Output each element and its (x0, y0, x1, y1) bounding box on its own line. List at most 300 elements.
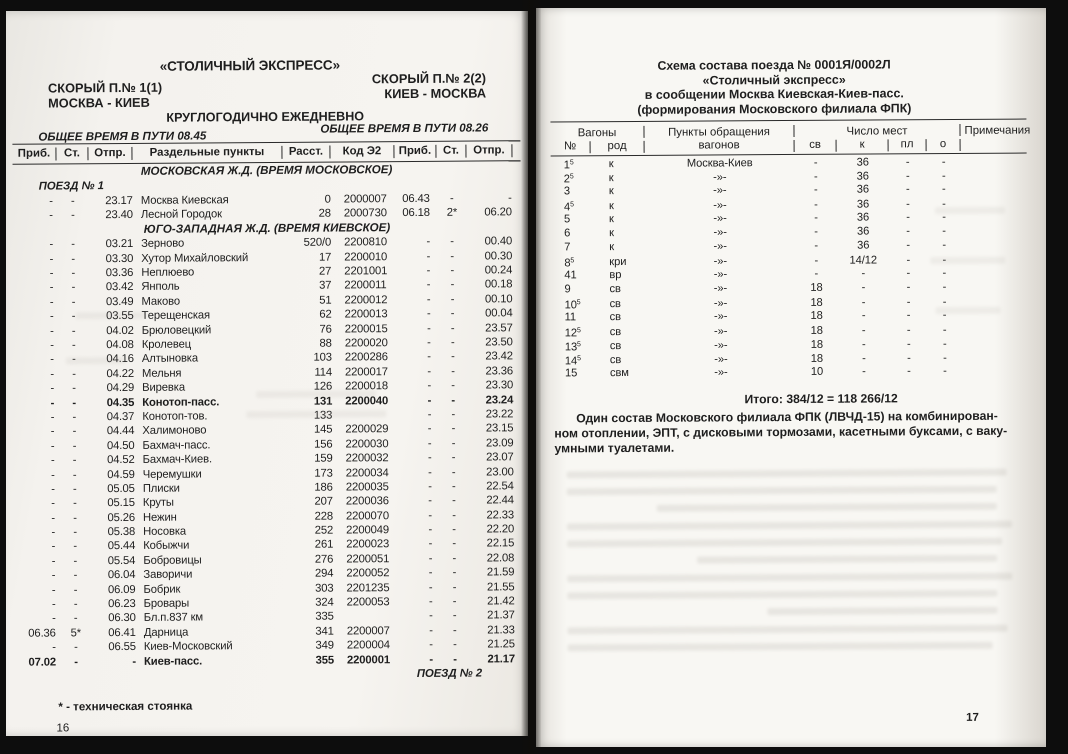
cell-seats-o: - (942, 324, 947, 337)
cell-stop-2: - (451, 351, 455, 364)
cell-station: Хутор Михайловский (141, 251, 249, 265)
cell-departure-1: 05.26 (107, 511, 136, 524)
cell-arrival-2: - (427, 437, 432, 450)
cell-seats-sv: 18 (810, 352, 824, 365)
train1-label: СКОРЫЙ П.№ 1(1) (47, 79, 163, 96)
cell-code: 2200015 (344, 322, 388, 336)
cell-arrival-2: - (426, 264, 431, 277)
cell-stop-2: - (450, 293, 455, 306)
cell-arrival-1: - (51, 512, 56, 525)
cell-distance: 252 (314, 524, 334, 537)
cell-station: Конотоп-пасс. (142, 395, 220, 409)
cell-departure-1: 03.30 (105, 252, 134, 265)
cell-station: Дарница (143, 626, 189, 639)
cell-departure-1: 04.37 (106, 410, 135, 424)
cell-arrival-2: - (428, 595, 433, 608)
cell-arrival-2: - (428, 538, 433, 551)
cell-route: -»- (713, 171, 727, 184)
composition-note-line: Один состав Московского филиала ФПК (ЛВЧД-15) на комбинирован- (576, 408, 998, 426)
cell-stop-1: - (72, 425, 77, 438)
cell-stop-1: - (72, 411, 77, 424)
book-gutter (521, 0, 541, 754)
cell-station: Кобыжчи (143, 540, 190, 553)
cell-seats-o: - (943, 352, 947, 365)
cell-arrival-1: - (50, 425, 55, 438)
cell-code: 2200052 (346, 567, 390, 580)
cell-seats-o: - (942, 225, 946, 238)
cell-departure-2: 00.24 (484, 264, 513, 277)
cell-stop-1: - (73, 598, 78, 611)
cell-stop-1: - (71, 296, 76, 309)
cell-arrival-2: - (428, 581, 433, 594)
cell-station: Конотоп-тов. (142, 410, 208, 423)
cell-departure-1: 05.44 (107, 540, 136, 553)
cell-stop-1: - (72, 454, 77, 467)
cell-arrival-2: - (426, 250, 431, 263)
cell-stop-1: 5* (70, 627, 82, 640)
cell-code: 2200001 (346, 653, 390, 667)
cell-arrival-2: - (427, 336, 431, 349)
cell-departure-2: 23.57 (485, 321, 513, 335)
cell-departure-1: 03.49 (105, 295, 134, 308)
cell-stop-1: - (71, 267, 76, 280)
cell-code: 2200030 (345, 437, 389, 451)
cell-seats-k: 36 (857, 239, 870, 252)
cell-car-type: св (609, 283, 621, 296)
cell-stop-2: - (450, 279, 455, 292)
cell-car-number: 9 (564, 283, 571, 296)
cell-departure-2: 22.15 (486, 537, 515, 550)
cell-car-number: $12^5$ (564, 327, 581, 340)
cell-seats-sv: 18 (810, 309, 823, 322)
cell-seats-k: 14/12 (849, 254, 878, 267)
cell-stop-1: - (72, 483, 77, 496)
cell-route: -»- (713, 310, 728, 323)
timetable-col-header: Отпр. (88, 147, 132, 160)
cell-arrival-2: - (428, 480, 432, 493)
cell-arrival-2: - (426, 236, 431, 249)
cell-arrival-2: - (427, 451, 432, 465)
cell-car-type: вр (609, 269, 622, 282)
cell-seats-k: 36 (856, 156, 869, 169)
cell-seats-o: - (942, 211, 946, 224)
composition-col-header: № (551, 141, 591, 153)
timetable-col-header: Приб. (394, 145, 436, 158)
travel-time-2: ОБЩЕЕ ВРЕМЯ В ПУТИ 08.26 (320, 121, 489, 136)
cell-code: 2200012 (344, 294, 388, 307)
cell-seats-sv: - (814, 211, 818, 224)
cell-stop-1: - (73, 497, 77, 510)
cell-seats-k: 36 (856, 183, 870, 196)
cell-route: -»- (713, 199, 727, 212)
cell-arrival-1: - (51, 555, 56, 568)
cell-stop-2: - (452, 566, 457, 579)
cell-car-number: 41 (564, 269, 577, 282)
cell-departure-2: 23.42 (485, 350, 513, 363)
cell-arrival-2: - (427, 351, 431, 364)
cell-departure-2: 00.40 (484, 235, 513, 248)
cell-departure-1: 03.21 (105, 238, 134, 251)
cell-arrival-1: - (49, 238, 54, 251)
cell-station: Кролевец (141, 338, 192, 351)
cell-departure-2: 21.17 (487, 652, 516, 666)
composition-col-header: вагонов (645, 140, 795, 153)
cell-stop-1: - (74, 655, 78, 668)
cell-stop-2: - (452, 624, 457, 637)
cell-arrival-1: - (50, 440, 55, 453)
cell-seats-sv: - (813, 183, 818, 196)
cell-route: -»- (713, 255, 728, 268)
cell-car-type: к (608, 213, 614, 226)
cell-departure-2: 22.20 (486, 523, 515, 536)
cell-distance: 324 (315, 596, 334, 609)
cell-distance: 159 (314, 452, 333, 465)
cell-departure-1: 04.22 (106, 367, 135, 380)
cell-stop-2: - (453, 653, 457, 666)
cell-seats-o: - (943, 365, 947, 378)
cell-station: Черемушки (142, 467, 202, 481)
composition-col-header (961, 139, 1027, 151)
cell-departure-2: 00.10 (484, 293, 513, 306)
cell-stop-1: - (72, 468, 77, 481)
page-number-left: 16 (56, 722, 70, 735)
cell-stop-2: - (450, 264, 455, 277)
composition-col-header: к (837, 139, 889, 151)
composition-col-header: пл (889, 139, 927, 151)
cell-car-type: св (609, 354, 622, 367)
bleed-through-artifact (76, 312, 146, 319)
cell-car-type: к (609, 227, 614, 240)
cell-departure-2: 23.22 (485, 408, 514, 421)
cell-departure-2: 23.07 (486, 451, 514, 464)
cell-stop-2: - (451, 394, 456, 407)
cell-departure-1: 04.02 (106, 324, 134, 337)
cell-stop-1: - (73, 583, 78, 597)
cell-departure-1: 06.09 (107, 583, 136, 596)
cell-arrival-2: - (427, 423, 432, 436)
cell-stop-1: - (73, 512, 77, 525)
train-number-label: ПОЕЗД № 2 (416, 667, 483, 680)
cell-seats-o: - (941, 156, 946, 169)
cell-station: Носовка (143, 525, 187, 538)
cell-arrival-1: - (49, 194, 53, 208)
cell-seats-o: - (942, 281, 947, 294)
cell-departure-2: 00.30 (484, 249, 513, 263)
cell-stop-1: - (71, 209, 75, 222)
cell-code: 2200018 (345, 380, 389, 393)
cell-seats-k: 36 (856, 198, 870, 211)
cell-seats-o: - (942, 267, 947, 280)
cell-route: -»- (713, 212, 727, 225)
cell-arrival-2: - (426, 279, 431, 292)
cell-station: Круты (142, 496, 174, 510)
cell-seats-o: - (942, 309, 947, 322)
cell-code: 2200004 (346, 639, 390, 652)
cell-station: Неплюево (141, 266, 195, 279)
right-page (536, 8, 1046, 747)
cell-car-type: свм (609, 366, 629, 380)
cell-seats-o: - (941, 170, 946, 183)
bleed-through-artifact (568, 625, 1008, 635)
cell-code: 2200036 (345, 495, 389, 508)
cell-distance: 349 (315, 639, 334, 652)
cell-stop-2: - (450, 307, 455, 320)
bleed-through-artifact (567, 486, 997, 496)
cell-distance: 88 (319, 337, 332, 350)
cell-distance: 28 (318, 207, 331, 220)
cell-seats-k: - (861, 309, 866, 322)
cell-seats-sv: - (813, 156, 818, 169)
cell-stop-2: - (451, 379, 455, 392)
cell-arrival-2: - (429, 653, 434, 666)
cell-station: Терещенская (141, 309, 211, 323)
cell-arrival-1: - (50, 339, 54, 352)
cell-stop-2: - (452, 552, 457, 565)
cell-departure-2: 23.24 (485, 393, 514, 407)
cell-route: -»- (713, 184, 727, 197)
cell-arrival-1: - (49, 253, 54, 266)
timetable-col-header: Ст. (56, 147, 88, 160)
cell-departure-1: 04.29 (106, 382, 135, 395)
composition-col-group: Примечания (964, 124, 1031, 137)
cell-arrival-1: - (50, 325, 54, 338)
composition-col-group: Вагоны (550, 126, 644, 139)
cell-station: Брюловецкий (141, 324, 212, 337)
cell-code: 2200020 (344, 337, 388, 350)
bleed-through-artifact (66, 357, 126, 364)
bleed-through-artifact (567, 590, 997, 600)
cell-stop-2: - (452, 523, 456, 536)
cell-code: 2000007 (343, 192, 387, 205)
cell-seats-o: - (942, 198, 946, 211)
cell-seats-pl: - (905, 183, 910, 196)
timetable-col-header: Код Э2 (330, 145, 394, 158)
cell-code: 2200035 (345, 481, 389, 494)
cell-station: Маково (141, 295, 180, 308)
cell-seats-pl: - (906, 225, 910, 238)
train-number-label: ПОЕЗД № 1 (38, 180, 104, 193)
cell-stop-1: - (71, 310, 76, 323)
cell-stop-1: - (72, 368, 76, 381)
train2-heading (372, 70, 486, 101)
cell-departure-1: - (132, 655, 137, 668)
cell-departure-2: 22.54 (486, 480, 514, 493)
cell-seats-pl: - (906, 309, 911, 322)
cell-stop-1: - (71, 238, 75, 251)
cell-station: Мельня (141, 367, 182, 380)
cell-seats-o: - (941, 183, 946, 196)
cell-stop-1: - (71, 281, 76, 294)
cell-station: Бобровицы (143, 554, 202, 567)
cell-station: Зерново (141, 237, 185, 251)
cell-departure-2: 22.44 (486, 494, 514, 507)
cell-station: Москва Киевская (140, 193, 229, 207)
cell-departure-2: 23.30 (485, 379, 514, 392)
cell-seats-k: 36 (856, 211, 870, 224)
cell-seats-sv: 18 (810, 324, 823, 337)
cell-arrival-1: - (50, 454, 55, 467)
composition-row (551, 182, 1027, 199)
train-title: «СТОЛИЧНЫЙ ЭКСПРЕСС» (159, 57, 341, 74)
composition-total: Итого: 384/12 = 118 266/12 (744, 391, 898, 407)
cell-stop-2: - (451, 423, 456, 436)
cell-car-number: $8^5$ (564, 257, 575, 270)
composition-col-header: род (591, 141, 645, 153)
composition-note-line: умными туалетами. (554, 440, 675, 456)
cell-station: Киев-пасс. (143, 655, 203, 668)
timetable-col-header: Раздельные пункты (132, 146, 282, 160)
cell-seats-pl: - (907, 352, 911, 365)
cell-distance: 76 (319, 323, 332, 336)
cell-car-number: 3 (563, 185, 571, 198)
cell-stop-2: - (450, 250, 455, 263)
cell-car-number: $2^5$ (563, 173, 574, 186)
bleed-through-artifact (936, 307, 1001, 314)
cell-seats-pl: - (906, 281, 911, 294)
cell-car-number: 15 (564, 367, 578, 380)
cell-car-type: к (609, 241, 615, 254)
cell-arrival-2: - (427, 394, 432, 407)
cell-distance: 520/0 (303, 236, 332, 250)
composition-row (551, 154, 1027, 171)
cell-arrival-1: - (51, 584, 56, 597)
cell-arrival-1: - (49, 310, 54, 323)
timetable-col-header: Отпр. (466, 144, 512, 157)
cell-seats-k: - (862, 365, 866, 378)
cell-departure-2: 21.59 (486, 566, 515, 579)
cell-station: Бахмач-Киев. (142, 453, 212, 467)
cell-seats-k: 36 (856, 170, 869, 183)
cell-distance: 114 (314, 366, 333, 379)
cell-route: -»- (713, 268, 728, 281)
cell-departure-1: 04.52 (107, 454, 135, 467)
cell-departure-2: 21.37 (487, 609, 515, 622)
cell-code: 2201235 (346, 581, 390, 595)
cell-arrival-2: - (426, 308, 431, 321)
cell-arrival-2: - (428, 552, 433, 565)
composition-note-line: ном отоплении, ЭПТ, с дисковыми тормозами, касетными буксами, с ваку- (554, 423, 1008, 441)
cell-arrival-1: - (51, 497, 55, 510)
train2-route: КИЕВ - МОСКВА (384, 85, 487, 102)
cell-departure-1: 03.42 (105, 281, 134, 294)
cell-route: Москва-Киев (686, 157, 753, 170)
cell-seats-pl: - (905, 156, 910, 169)
train2-label: СКОРЫЙ П.№ 2(2) (371, 70, 486, 87)
cell-arrival-1: - (50, 382, 55, 395)
cell-arrival-1: - (50, 411, 55, 424)
cell-departure-1: 04.44 (106, 425, 135, 438)
timetable-col-header: Расст. (282, 146, 330, 159)
bleed-through-artifact (567, 573, 1012, 583)
cell-stop-2: - (451, 408, 456, 421)
railway-section-header: ЮГО-ЗАПАДНАЯ Ж.Д. (ВРЕМЯ КИЕВСКОЕ) (143, 221, 391, 237)
cell-arrival-1: - (51, 483, 55, 496)
page-number-right: 17 (966, 711, 979, 724)
composition-note (554, 409, 1028, 457)
cell-seats-k: - (861, 267, 866, 280)
composition-row (552, 336, 1028, 353)
cell-code: 2200023 (346, 538, 390, 551)
cell-departure-2: 23.09 (485, 437, 514, 450)
cell-departure-2: 23.15 (485, 422, 514, 435)
cell-departure-2: - (508, 191, 512, 204)
cell-route: -»- (713, 282, 728, 295)
cell-departure-1: 03.55 (106, 310, 134, 323)
cell-seats-pl: - (906, 338, 911, 351)
cell-arrival-1: - (49, 281, 54, 294)
cell-departure-2: 23.36 (485, 365, 514, 378)
cell-seats-sv: - (814, 267, 819, 280)
frequency-note: КРУГЛОГОДИЧНО ЕЖЕДНЕВНО (166, 109, 365, 125)
cell-code: 2200010 (344, 250, 388, 264)
cell-stop-2: - (452, 494, 456, 508)
bleed-through-artifact (697, 555, 997, 564)
cell-stop-2: - (453, 638, 457, 651)
cell-distance: 0 (324, 193, 331, 206)
composition-row (552, 322, 1028, 339)
train1-heading (48, 80, 162, 111)
cell-code: 2200011 (344, 279, 387, 292)
cell-stop-2: - (452, 610, 457, 623)
cell-seats-k: 36 (856, 225, 870, 238)
cell-seats-sv: 18 (810, 296, 823, 309)
cell-stop-1: - (70, 194, 75, 207)
cell-distance: 294 (314, 567, 334, 580)
cell-route: -»- (713, 226, 727, 239)
cell-car-type: св (609, 326, 622, 339)
cell-car-number: 11 (564, 311, 577, 324)
cell-arrival-2: - (429, 639, 433, 652)
cell-seats-pl: - (906, 267, 911, 280)
cell-stop-2: - (451, 437, 456, 450)
cell-departure-1: 23.40 (105, 208, 133, 222)
timetable-col-header: Приб. (12, 147, 56, 160)
timetable-col-header: Ст. (436, 145, 466, 158)
cell-seats-o: - (942, 296, 947, 309)
cell-seats-o: - (942, 338, 947, 351)
cell-stop-1: - (72, 396, 77, 409)
cell-station: Бл.п.837 км (143, 611, 204, 625)
cell-stop-1: - (71, 324, 76, 337)
cell-seats-pl: - (907, 365, 911, 378)
train1-route: МОСКВА - КИЕВ (48, 94, 150, 111)
cell-stop-2: - (450, 235, 454, 248)
cell-station: Виревка (142, 381, 185, 395)
cell-seats-sv: 18 (810, 338, 823, 351)
cell-arrival-1: - (51, 569, 56, 582)
composition-col-header: о (927, 139, 961, 151)
cell-seats-o: - (942, 254, 947, 267)
cell-code: 2000730 (343, 207, 387, 220)
cell-arrival-1: 06.36 (28, 627, 56, 640)
cell-code: 2201001 (344, 265, 388, 278)
cell-seats-pl: - (906, 324, 911, 337)
cell-seats-k: - (862, 352, 866, 365)
composition-col-header: св (795, 140, 837, 152)
cell-distance: 156 (314, 438, 333, 451)
cell-departure-2: 21.55 (486, 580, 515, 594)
cell-car-type: к (608, 172, 614, 185)
cell-arrival-1: - (50, 397, 55, 410)
left-page (6, 11, 528, 736)
cell-arrival-2: - (427, 380, 432, 393)
cell-distance: 103 (313, 351, 332, 365)
cell-seats-sv: - (813, 170, 818, 183)
cell-arrival-2: - (429, 624, 433, 637)
composition-col-group: Число мест (794, 124, 960, 137)
cell-stop-2: - (451, 480, 456, 493)
cell-departure-1: 06.23 (108, 597, 136, 611)
